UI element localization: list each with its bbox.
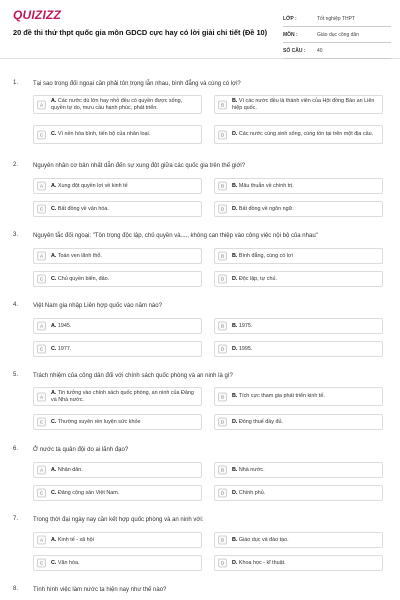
option-key: B. [232, 322, 238, 329]
meta-key: LỚP : [283, 16, 297, 22]
quizizz-logo: QUIZIZZ [13, 8, 62, 22]
option-badge: A [37, 392, 46, 401]
option-key: D. [232, 345, 238, 352]
option-c[interactable] [33, 271, 202, 287]
option-key: D. [232, 418, 238, 425]
option-b[interactable] [214, 532, 383, 548]
question-number: 7. [13, 516, 19, 522]
option-d[interactable] [214, 555, 383, 571]
option-text: Khoa học - kĩ thuật. [238, 559, 286, 566]
option-text: 1945. [57, 322, 72, 329]
option-c[interactable] [33, 341, 202, 357]
option-key: B. [232, 393, 238, 400]
question-text: Tại sao trong đối ngoại cần phải tôn trọng lẫn nhau, bình đẳng và cùng có lợi? [33, 81, 241, 87]
option-key: D. [232, 275, 238, 282]
question-number: 8. [13, 586, 19, 592]
option-badge: B [218, 392, 227, 401]
option-b[interactable] [214, 462, 383, 478]
meta-row-grade [283, 12, 391, 27]
option-b[interactable] [214, 95, 383, 114]
option-badge: C [37, 418, 46, 427]
option-badge: C [37, 345, 46, 354]
option-key: D. [232, 559, 238, 566]
option-c[interactable] [33, 555, 202, 571]
option-badge: C [37, 130, 46, 139]
meta-row-subject [283, 28, 391, 43]
question-text: Ở nước ta quân đội do ai lãnh đạo? [33, 447, 129, 453]
option-text: Bình đẳng, cùng có lợi [238, 252, 293, 259]
option-text: Các nước cùng sinh sống, cùng tồn tại trên một địa cầu. [238, 131, 374, 138]
option-key: A. [51, 182, 57, 189]
option-key: B. [232, 536, 238, 543]
option-c[interactable] [33, 485, 202, 501]
option-text: Toàn vẹn lãnh thổ. [57, 252, 102, 259]
question-text: Nguyên nhân cơ bản nhất dẫn đến sự xung đột giữa các quốc gia trên thế giới? [33, 163, 246, 169]
option-text: Chủ quyền biển, đảo. [57, 275, 110, 282]
option-text: Độc lập, tự chủ. [238, 275, 277, 282]
option-key: C. [51, 345, 57, 352]
option-key: D. [232, 489, 238, 496]
option-key: B. [232, 466, 238, 473]
option-text: Thường xuyên rèn luyện sức khỏe [57, 418, 141, 425]
option-a[interactable] [33, 95, 202, 114]
option-text: Giáo dục và đào tạo. [238, 536, 289, 543]
option-badge: B [218, 322, 227, 331]
option-c[interactable] [33, 201, 202, 217]
question-number: 5. [13, 372, 19, 378]
option-text: Bất đồng về ngôn ngữ. [238, 205, 294, 212]
option-badge: A [37, 466, 46, 475]
option-badge: B [218, 182, 227, 191]
option-badge: A [37, 322, 46, 331]
meta-value: 40 [317, 48, 323, 54]
option-text: Tin tưởng vào chính sách quốc phòng, an ninh của Đảng và Nhà nước. [51, 390, 194, 403]
option-badge: D [218, 130, 227, 139]
option-b[interactable] [214, 318, 383, 334]
option-badge: C [37, 489, 46, 498]
option-key: C. [51, 275, 57, 282]
option-d[interactable] [214, 414, 383, 430]
worksheet-header [0, 0, 400, 59]
option-key: A. [51, 252, 57, 259]
option-badge: A [37, 182, 46, 191]
worksheet-meta [283, 12, 391, 60]
option-text: Mâu thuẫn về chính trị. [238, 182, 294, 189]
worksheet-title: 20 đề thi thử thpt quốc gia môn GDCD cực hay có lời giải chi tiết (Đề 10) [13, 28, 268, 37]
question-text: Trách nhiệm của công dân đối với chính sách quốc phòng và an ninh là gì? [33, 373, 233, 379]
question-text: Nguyên tắc đối ngoại: "Tôn trọng độc lập, chủ quyền và...., không can thiệp vào công việc nội bộ của nhau" [33, 233, 318, 239]
option-text: Tích cực tham gia phát triển kinh tế. [238, 393, 325, 400]
option-badge: C [37, 205, 46, 214]
option-text: 1977. [57, 345, 72, 352]
option-a[interactable] [33, 387, 202, 406]
option-badge: B [218, 252, 227, 261]
question-number: 2. [13, 162, 19, 168]
meta-row-count [283, 44, 391, 59]
option-badge: B [218, 536, 227, 545]
option-badge: B [218, 100, 227, 109]
question-number: 1. [13, 80, 19, 86]
option-b[interactable] [214, 387, 383, 406]
option-key: D. [232, 131, 238, 138]
option-c[interactable] [33, 125, 202, 144]
meta-value: Tốt nghiệp THPT [317, 16, 355, 22]
option-text: 1995. [238, 345, 253, 352]
question-number: 3. [13, 232, 19, 238]
option-key: B. [232, 98, 238, 104]
option-badge: D [218, 559, 227, 568]
option-key: D. [232, 205, 238, 212]
option-text: 1975. [238, 322, 253, 329]
option-badge: A [37, 536, 46, 545]
option-text: Văn hóa. [57, 559, 80, 566]
option-key: B. [232, 182, 238, 189]
option-text: Vì nền hòa bình, tiến bộ của nhân loại. [57, 131, 151, 138]
option-a[interactable] [33, 318, 202, 334]
option-key: A. [51, 322, 57, 329]
option-badge: D [218, 345, 227, 354]
option-b[interactable] [214, 248, 383, 264]
option-text: Chính phủ. [238, 489, 266, 496]
option-key: A. [51, 466, 57, 473]
option-text: Các nước dù lớn hay nhỏ đều có quyền được sống, quyền tự do, mưu cầu hạnh phúc, phát triển. [51, 98, 183, 111]
option-a[interactable] [33, 248, 202, 264]
option-text: Đảng cộng sản Việt Nam. [57, 489, 120, 496]
option-text: Kinh tế - xã hội [57, 536, 94, 543]
option-text: Nhà nước. [238, 466, 265, 473]
meta-key: MÔN : [283, 32, 298, 38]
option-key: B. [232, 252, 238, 259]
option-text: Vì các nước đều là thành viên của Hội đồng Bảo an Liên hiệp quốc. [232, 98, 375, 111]
option-key: C. [51, 131, 57, 138]
option-text: Đóng thuế đầy đủ. [238, 418, 283, 425]
option-badge: D [218, 489, 227, 498]
option-text: Nhân dân. [57, 466, 83, 473]
option-key: A. [51, 536, 57, 543]
option-d[interactable] [214, 341, 383, 357]
question-text: Việt Nam gia nhập Liên hợp quốc vào năm nào? [33, 303, 162, 309]
meta-value: Giáo dục công dân [317, 32, 359, 38]
option-d[interactable] [214, 125, 383, 144]
option-d[interactable] [214, 485, 383, 501]
option-a[interactable] [33, 462, 202, 478]
option-d[interactable] [214, 201, 383, 217]
question-text: Trong thời đại ngày nay cần kết hợp quốc phòng và an ninh với: [33, 517, 204, 523]
option-key: C. [51, 205, 57, 212]
option-badge: C [37, 275, 46, 284]
option-badge: D [218, 205, 227, 214]
option-badge: D [218, 418, 227, 427]
option-badge: A [37, 100, 46, 109]
question-number: 4. [13, 302, 19, 308]
option-badge: D [218, 275, 227, 284]
option-key: A. [51, 98, 57, 104]
option-key: C. [51, 559, 57, 566]
option-b[interactable] [214, 178, 383, 194]
option-badge: C [37, 559, 46, 568]
option-key: C. [51, 418, 57, 425]
option-a[interactable] [33, 532, 202, 548]
option-d[interactable] [214, 271, 383, 287]
option-text: Xung đột quyền lợi về kinh tế [57, 182, 128, 189]
meta-key: SỐ CÂU : [283, 48, 306, 54]
option-key: A. [51, 390, 57, 396]
option-a[interactable] [33, 178, 202, 194]
option-c[interactable] [33, 414, 202, 430]
option-key: C. [51, 489, 57, 496]
question-text: Tình hình việc làm nước ta hiện nay như thế nào? [33, 587, 167, 593]
option-badge: A [37, 252, 46, 261]
question-number: 6. [13, 446, 19, 452]
option-text: Bất đồng về văn hóa. [57, 205, 109, 212]
option-badge: B [218, 466, 227, 475]
